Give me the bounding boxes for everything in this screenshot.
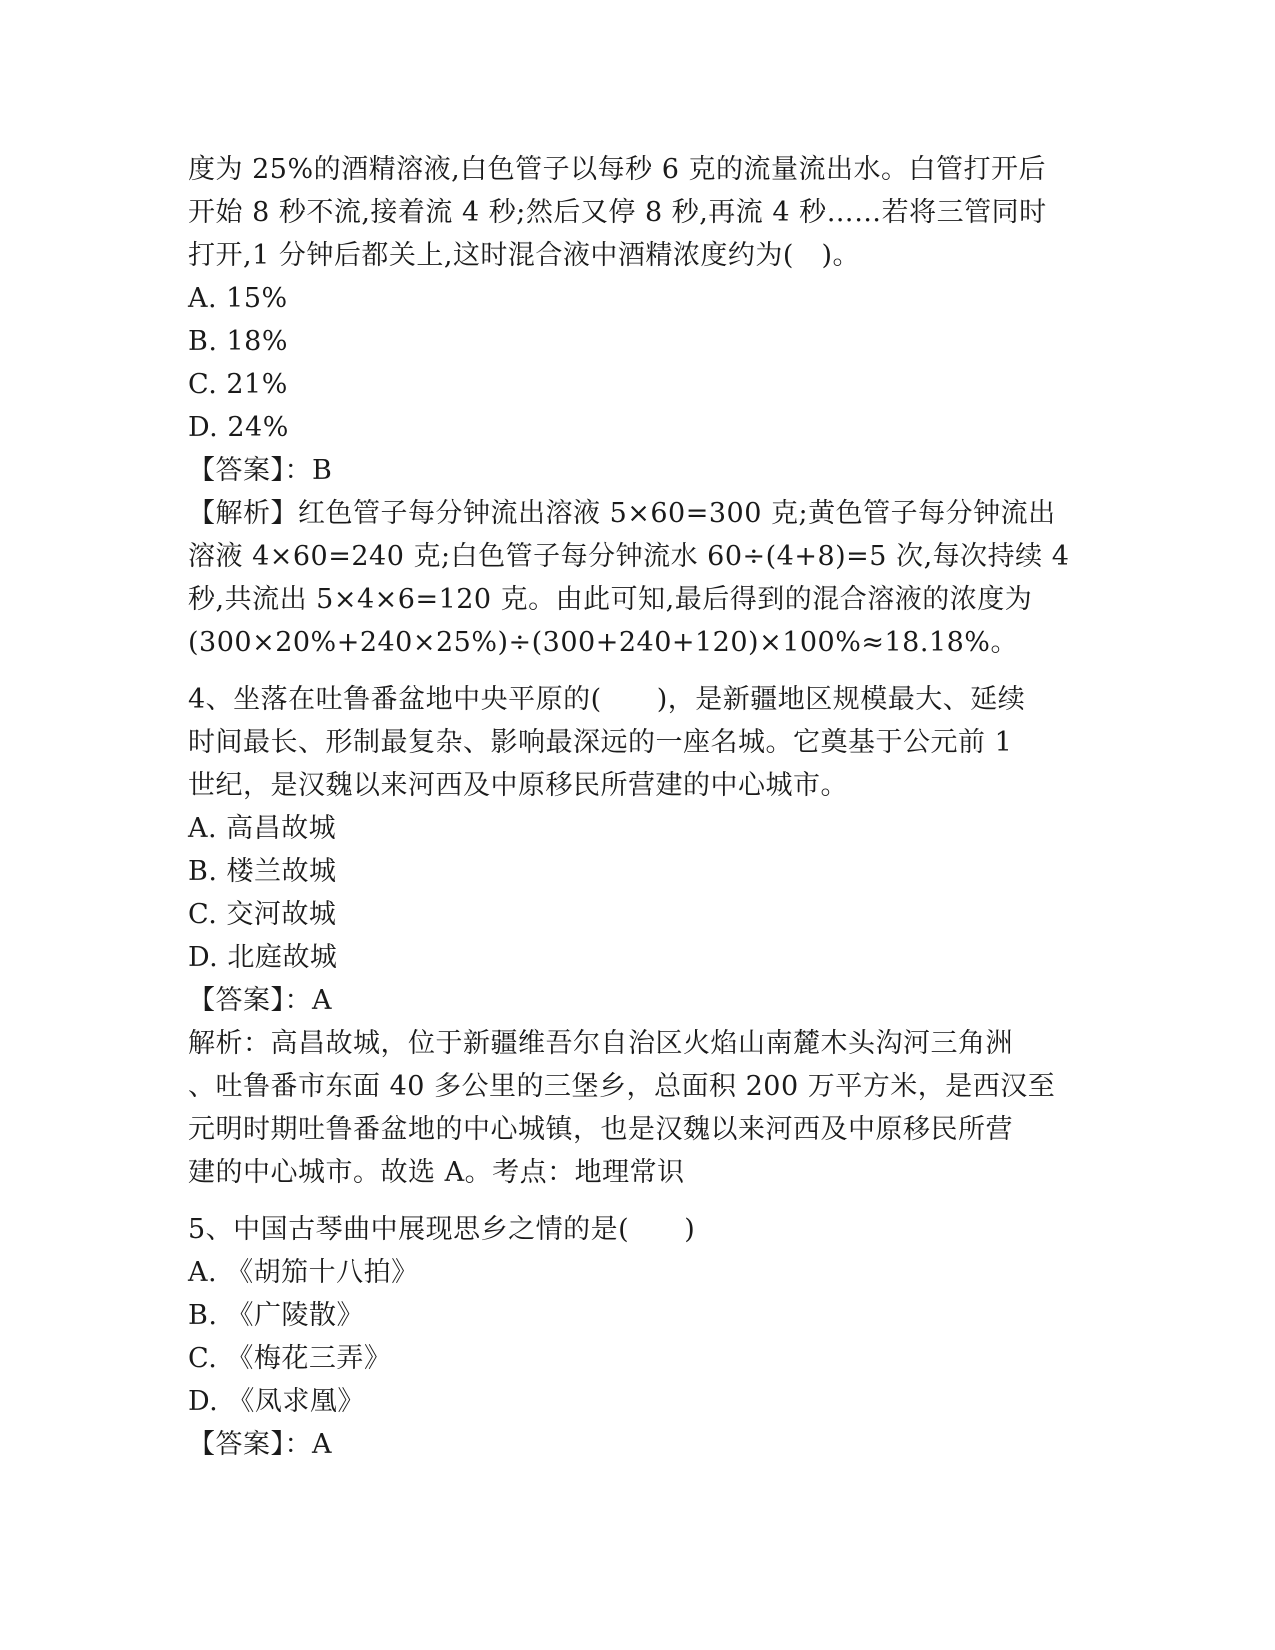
answer-line: 【答案】：A: [188, 1429, 332, 1460]
option-a: A. 15%: [188, 283, 288, 314]
analysis-line: 、吐鲁番市东面 40 多公里的三堡乡，总面积 200 万平方米，是西汉至: [188, 1071, 1056, 1102]
analysis-line: (300×20%+240×25%)÷(300+240+120)×100%≈18.18%。: [188, 627, 1018, 658]
spacer: [188, 664, 1078, 678]
option-b: B. 《广陵散》: [188, 1300, 365, 1331]
question-5: [188, 1208, 1078, 1466]
question-stem-line: 4、坐落在吐鲁番盆地中央平原的( )，是新疆地区规模最大、延续: [188, 684, 1026, 715]
question-4: [188, 678, 1078, 1194]
analysis-line: 建的中心城市。故选 A。考点：地理常识: [188, 1157, 685, 1188]
option-b: B. 楼兰故城: [188, 856, 337, 887]
analysis-line: 溶液 4×60=240 克;白色管子每分钟流水 60÷(4+8)=5 次,每次持续 4: [188, 541, 1070, 572]
option-b: B. 18%: [188, 326, 289, 357]
answer-line: 【答案】：A: [188, 985, 332, 1016]
analysis-line: 【解析】红色管子每分钟流出溶液 5×60=300 克;黄色管子每分钟流出: [188, 498, 1056, 529]
analysis-line: 解析：高昌故城，位于新疆维吾尔自治区火焰山南麓木头沟河三角洲: [188, 1028, 1013, 1059]
option-a: A. 《胡笳十八拍》: [188, 1257, 419, 1288]
question-3: [188, 148, 1078, 664]
question-stem-line: 5、中国古琴曲中展现思乡之情的是( ): [188, 1214, 696, 1245]
option-d: D. 北庭故城: [188, 942, 338, 973]
option-a: A. 高昌故城: [188, 813, 337, 844]
spacer: [188, 1194, 1078, 1208]
question-stem-line: 度为 25%的酒精溶液,白色管子以每秒 6 克的流量流出水。白管打开后: [188, 154, 1047, 185]
answer-line: 【答案】：B: [188, 455, 333, 486]
question-stem-line: 时间最长、形制最复杂、影响最深远的一座名城。它奠基于公元前 1: [188, 727, 1013, 758]
question-stem-line: 打开,1 分钟后都关上,这时混合液中酒精浓度约为( )。: [188, 240, 860, 271]
question-stem-line: 世纪，是汉魏以来河西及中原移民所营建的中心城市。: [188, 770, 848, 801]
analysis-line: 元明时期吐鲁番盆地的中心城镇，也是汉魏以来河西及中原移民所营: [188, 1114, 1013, 1145]
page-content: [188, 148, 1078, 1466]
analysis-line: 秒,共流出 5×4×6=120 克。由此可知,最后得到的混合溶液的浓度为: [188, 584, 1033, 615]
option-c: C. 21%: [188, 369, 288, 400]
option-c: C. 《梅花三弄》: [188, 1343, 392, 1374]
option-c: C. 交河故城: [188, 899, 337, 930]
question-stem-line: 开始 8 秒不流,接着流 4 秒;然后又停 8 秒,再流 4 秒……若将三管同时: [188, 197, 1047, 228]
option-d: D. 《凤求凰》: [188, 1386, 365, 1417]
option-d: D. 24%: [188, 412, 289, 443]
